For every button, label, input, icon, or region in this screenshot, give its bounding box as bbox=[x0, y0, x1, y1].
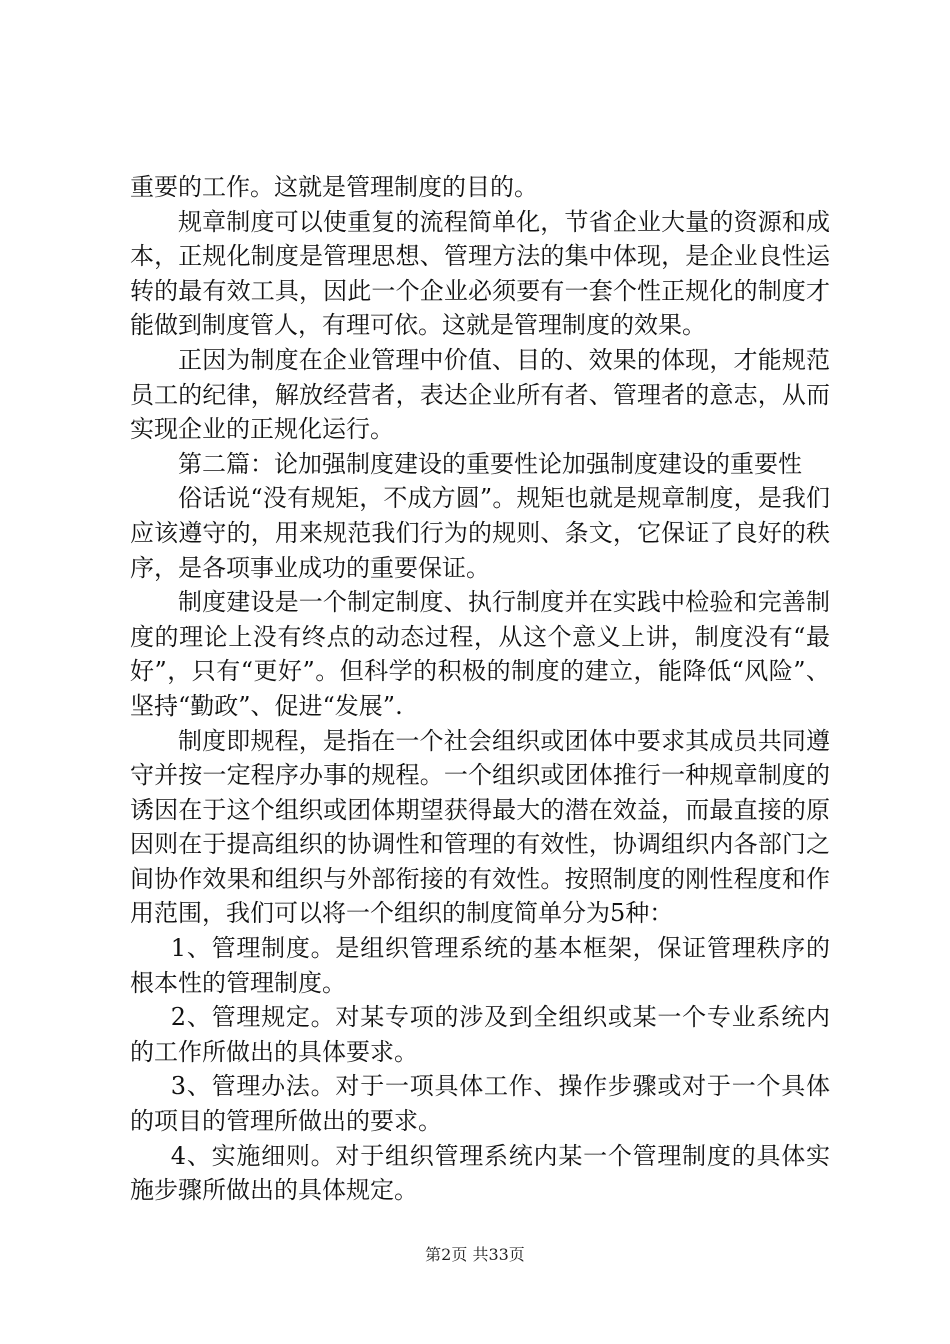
section-heading-part-two: 第二篇：论加强制度建设的重要性论加强制度建设的重要性 bbox=[178, 449, 802, 478]
paragraph-system-building: 制度建设是一个制定制度、执行制度并在实践中检验和完善制度的理论上没有终点的动态过程，从这个意义上讲，制度没有“最好”，只有“更好”。但科学的积极的制度的建立，能降低“风险”、坚持“勤政”、促进“发展”. bbox=[130, 588, 830, 720]
list-item-implementation-details: 4、实施细则。对于组织管理系统内某一个管理制度的具体实施步骤所做出的具体规定。 bbox=[130, 1141, 830, 1205]
list-item-management-methods: 3、管理办法。对于一项具体工作、操作步骤或对于一个具体的项目的管理所做出的要求。 bbox=[130, 1072, 830, 1136]
paragraph-regulations-effect: 规章制度可以使重复的流程简单化，节省企业大量的资源和成本，正规化制度是管理思想、管理方法的集中体现，是企业良性运转的最有效工具，因此一个企业必须要有一套个性正规化的制度才能做到制度管人，有理可依。这就是管理制度的效果。 bbox=[130, 207, 830, 340]
page-number-footer: 第2页 共33页 bbox=[425, 1245, 525, 1264]
paragraph-proverb: 俗话说“没有规矩，不成方圆”。规矩也就是规章制度，是我们应该遵守的，用来规范我们行为的规则、条文，它保证了良好的秩序，是各项事业成功的重要保证。 bbox=[130, 484, 830, 582]
list-item-management-system: 1、管理制度。是组织管理系统的基本框架，保证管理秩序的根本性的管理制度。 bbox=[130, 934, 830, 997]
paragraph-regulations-value: 正因为制度在企业管理中价值、目的、效果的体现，才能规范员工的纪律，解放经营者，表达企业所有者、管理者的意志，从而实现企业的正规化运行。 bbox=[130, 345, 830, 444]
paragraph-system-definition: 制度即规程，是指在一个社会组织或团体中要求其成员共同遵守并按一定程序办事的规程。一个组织或团体推行一种规章制度的诱因在于这个组织或团体期望获得最大的潜在效益，而最直接的原因则在于提高组织的协调性和管理的有效性，协调组织内各部门之间协作效果和组织与外部衔接的有效性。按照制度的刚性程度和作用范围，我们可以将一个组织的制度简单分为5种： bbox=[130, 726, 830, 928]
list-item-management-rules: 2、管理规定。对某专项的涉及到全组织或某一个专业系统内的工作所做出的具体要求。 bbox=[130, 1003, 830, 1066]
paragraph-continuation: 重要的工作。这就是管理制度的目的。 bbox=[130, 173, 538, 201]
document-body bbox=[130, 170, 830, 1208]
